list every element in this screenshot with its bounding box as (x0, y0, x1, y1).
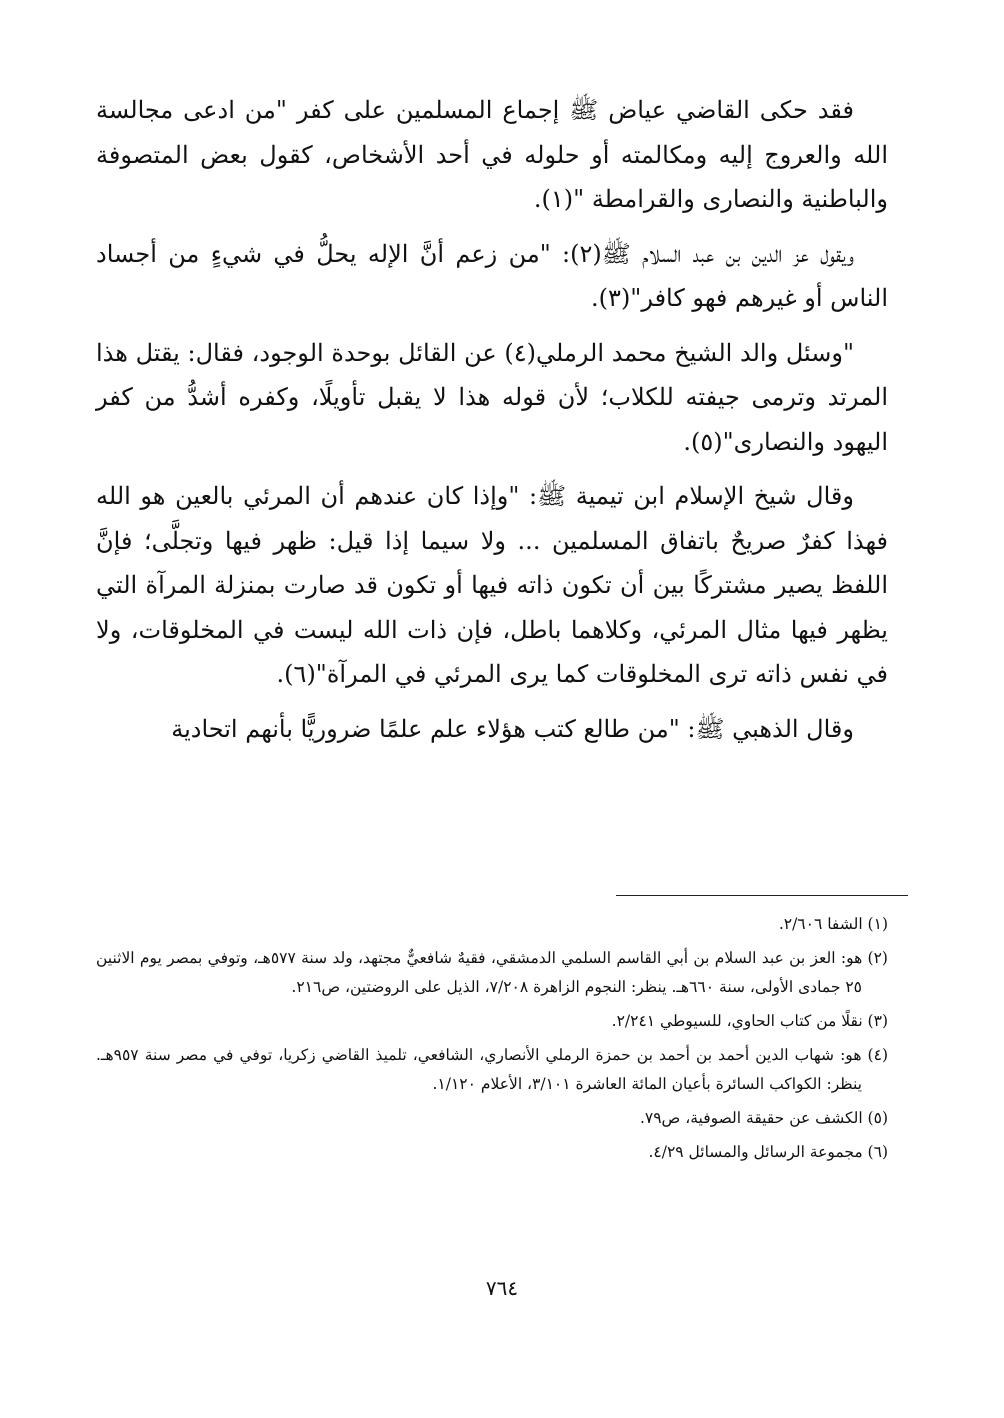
footnote-6: (٦) مجموعة الرسائل والمسائل ٤/٢٩. (648, 1143, 888, 1161)
footnote-3: (٣) نقلًا من كتاب الحاوي، للسيوطي ٢/٢٤١. (611, 1012, 888, 1030)
paragraph-izz-ibn-abd-al-salam: ويقول عز الدين بن عبد السلام ﷺ(٢): "من زعم أنَّ الإله يحلُّ في شيءٍ من أجساد الناس أو غيرهم فهو كافر"(٣). (96, 239, 888, 312)
footnote-4: (٤) هو: شهاب الدين أحمد بن أحمد بن حمزة الرملي الأنصاري، الشافعي، تلميذ القاضي زكريا، توفي في مصر سنة ٩٥٧هـ. ينظر: الكواكب السائرة بأعيان المائة العاشرة ٣/١٠١، الأعلام ١/١٢٠. (96, 1046, 888, 1093)
footnote-2: (٢) هو: العز بن عبد السلام بن أبي القاسم السلمي الدمشقي، فقيهٌ شافعيٌّ مجتهد، ولد سنة ٥٧٧هـ، وتوفي بمصر يوم الاثنين ٢٥ جمادى الأولى، سنة ٦٦٠هـ. ينظر: النجوم الزاهرة ٧/٢٠٨، الذيل على الروضتين، ص٢١٦. (96, 949, 888, 996)
footnote-1: (١) الشفا ٢/٦٠٦. (778, 915, 888, 933)
paragraph-ramli: "وسئل والد الشيخ محمد الرملي(٤) عن القائل بوحدة الوجود، فقال: يقتل هذا المرتد وترمى جيفته للكلاب؛ لأن قوله هذا لا يقبل تأويلًا، وكفره أشدُّ من كفر اليهود والنصارى"(٥). (96, 338, 889, 456)
main-text (96, 88, 888, 751)
footnote-separator (616, 895, 908, 896)
paragraph-qadi-iyad: فقد حكى القاضي عياض ﷺ إجماع المسلمين على كفر "من ادعى مجالسة الله والعروج إليه ومكالمته أو حلوله في أحد الأشخاص، كقول بعض المتصوفة والباطنية والنصارى والقرامطة "(١). (96, 96, 888, 213)
footnotes (96, 910, 888, 1172)
page-number: ٧٦٤ (485, 1276, 519, 1300)
footnote-5: (٥) الكشف عن حقيقة الصوفية، ص٧٩. (639, 1109, 888, 1127)
paragraph-dhahabi: وقال الذهبي ﷺ: "من طالع كتب هؤلاء علم علمًا ضروريًّا بأنهم اتحادية (171, 714, 854, 743)
paragraph-ibn-taymiyyah: وقال شيخ الإسلام ابن تيمية ﷺ: "وإذا كان عندهم أن المرئي بالعين هو الله فهذا كفرٌ صريحٌ باتفاق المسلمين ... ولا سيما إذا قيل: ظهر فيها وتجلَّى؛ فإنَّ اللفظ يصير مشتركًا بين أن تكون ذاته فيها أو تكون قد صارت بمنزلة المرآة التي يظهر فيها مثال المرئي، وكلاهما باطل، فإن ذات الله ليست في المخلوقات، ولا في نفس ذاته ترى المخلوقات كما يرى المرئي في المرآة"(٦). (96, 482, 888, 688)
